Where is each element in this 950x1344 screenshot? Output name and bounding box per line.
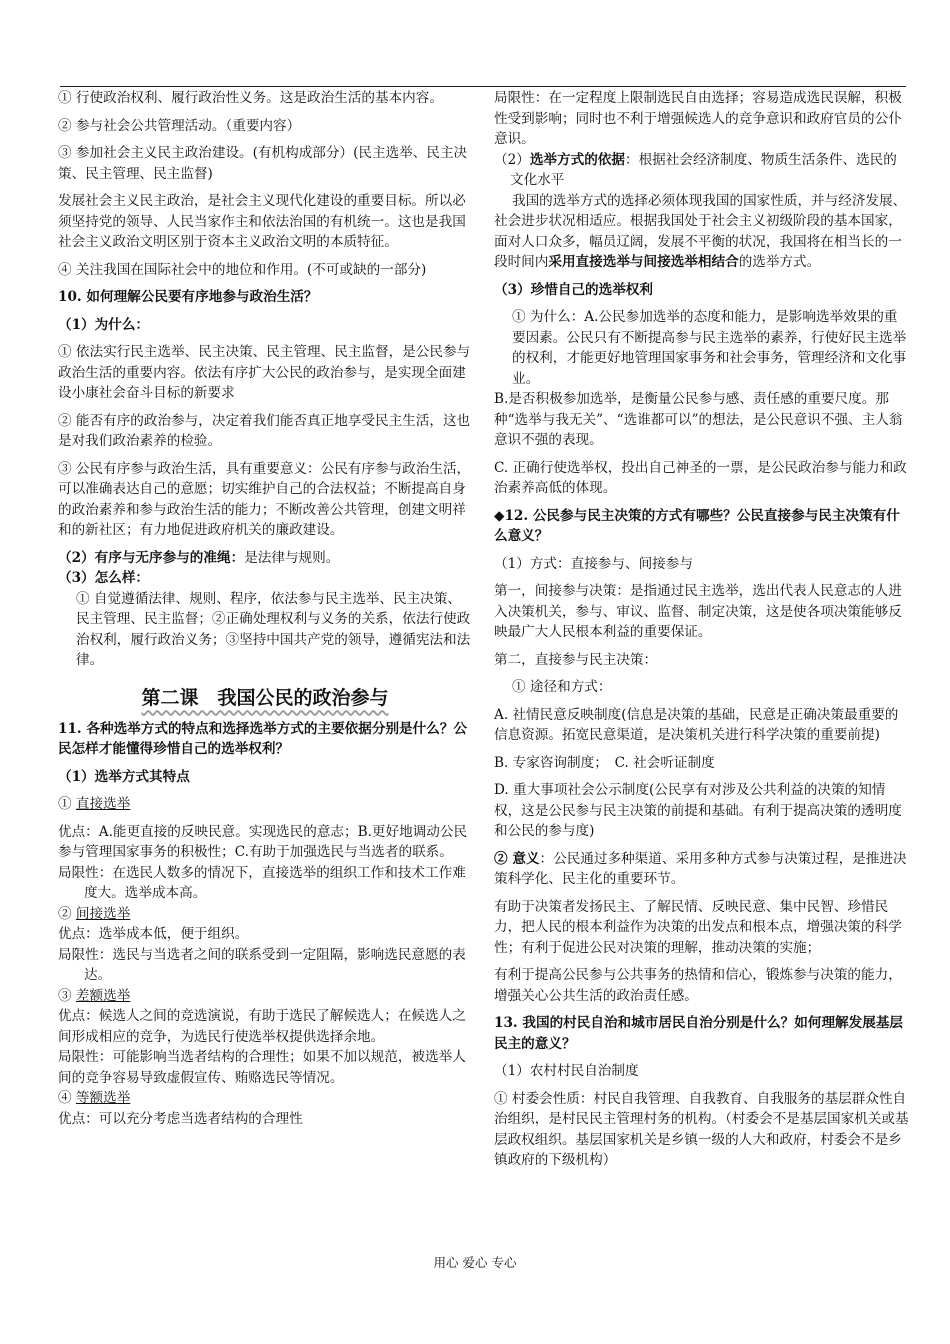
paragraph: ① 行使政治权利、履行政治性义务。这是政治生活的基本内容。 — [58, 90, 443, 106]
item-label: 直接选举 — [75, 796, 131, 812]
paragraph-text: 我国的选举方式的选择必须体现我国的国家性质，并与经济发展、社会进步状况相适应。根据我国处于社会主义初级阶段的基本国家，面对人口众多，幅员辽阔，发展不平衡的状况，我国将在相当长的一段时间内 — [494, 192, 907, 270]
paragraph: 有助于决策者发扬民主、了解民情、反映民意、集中民智、珍惜民力，把人民的根本利益作为决策的出发点和根本点，增强决策的科学性；有利于促进公民对决策的理解，推动决策的实施； — [494, 898, 902, 956]
paragraph-label: ② 意义 — [494, 850, 540, 867]
paragraph: B.是否积极参加选举，是衡量公民参与感、责任感的重要尺度。那种“选举与我无关”、“选谁都可以”的想法，是公民意识不强、主人翁意识不强的表现。 — [494, 391, 903, 448]
paragraph: 局限性：可能影响当选者结构的合理性；如果不加以规范，被选举人间的竞争容易导致虚假宣传、贿赂选民等情况。 — [58, 1049, 466, 1086]
subheading-label: （2）有序与无序参与的准绳： — [58, 549, 245, 566]
subheading: （1）方式：直接参与、间接参与 — [494, 555, 693, 572]
item-title — [58, 904, 472, 925]
item-number: ① — [58, 796, 72, 812]
paragraph: 第二，直接参与民主决策： — [494, 651, 658, 668]
item-number: ③ — [58, 987, 72, 1004]
paragraph: ① 村委会性质：村民自我管理、自我教育、自我服务的基层群众性自治组织，是村民民主管理村务的机构。（村委会不是基层国家机关或基层政权组织。基层国家机关是乡镇一级的人大和政府，村委会不是乡镇政府的下级机构） — [494, 1090, 909, 1168]
subheading: （1）农村村民自治制度 — [494, 1063, 639, 1079]
item-title — [58, 794, 472, 815]
subheading-number: （2） — [494, 151, 530, 168]
paragraph: B. 专家咨询制度； C. 社会听证制度 — [494, 754, 715, 771]
subheading-label: 选举方式的依据 — [529, 151, 625, 168]
paragraph: 局限性：在一定程度上限制选民自由选择；容易造成选民误解，积极性受到影响；同时也不利于增强候选人的竞争意识和政府官员的公仆意识。 — [494, 90, 902, 147]
paragraph: 优点：选举成本低，便于组织。 — [58, 926, 249, 942]
question-heading-13: 13. 我国的村民自治和城市居民自治分别是什么？如何理解发展基层民主的意义？ — [494, 1015, 904, 1052]
paragraph: D. 重大事项社会公示制度(公民享有对涉及公共利益的决策的知情权，这是公民参与民主决策的前提和基础。有利于提高决策的透明度和公民的参与度) — [494, 782, 902, 839]
subheading: （1）为什么： — [58, 316, 150, 333]
lesson-title: 第二课 我国公民的政治参与 — [141, 686, 389, 709]
paragraph: 局限性：选民与当选者之间的联系受到一定阻隔，影响选民意愿的表达。 — [58, 946, 466, 983]
subheading-criterion — [58, 548, 472, 569]
paragraph: 有利于提高公民参与公共事务的热情和信心，锻炼参与决策的能力，增强关心公共生活的政治责任感。 — [494, 967, 902, 1004]
paragraph: ② 能否有序的政治参与，决定着我们能否真正地享受民主生活，这也是对我们政治素养的检验。 — [58, 412, 471, 449]
right-column — [494, 88, 910, 1178]
subheading: （3）怎么样： — [58, 570, 150, 586]
paragraph: ① 依法实行民主选举、民主决策、民主管理、民主监督，是公民参与政治生活的重要内容。依法有序扩大公民的政治参与，是实现全面建设小康社会奋斗目标的新要求 — [58, 344, 471, 401]
item-number: ② — [58, 905, 72, 922]
paragraph: ① 自觉遵循法律、规则、程序，依法参与民主选举、民主决策、民主管理、民主监督；②正确处理权利与义务的关系，依法行使政治权利，履行政治义务；③坚持中国共产党的领导，遵循宪法和法律。 — [76, 590, 471, 668]
paragraph: 局限性：在选民人数多的情况下，直接选举的组织工作和技术工作难度大。选举成本高。 — [58, 864, 466, 901]
paragraph: 优点：候选人之间的竞选演说，有助于选民了解候选人；在候选人之间形成相应的竞争，为选民行使选举权提供选择余地。 — [58, 1008, 466, 1045]
paragraph: ② 参与社会公共管理活动。（重要内容） — [58, 117, 301, 134]
left-column — [58, 88, 472, 1129]
paragraph: 第一，间接参与决策：是指通过民主选举，选出代表人民意志的人进入决策机关，参与、审议、监督、制定决策，这是使各项决策能够反映最广大人民根本利益的重要保证。 — [494, 583, 902, 640]
paragraph: ③ 公民有序参与政治生活，具有重要意义：公民有序参与政治生活，可以准确表达自己的意愿；切实维护自己的合法权益；不断提高自身的政治素养和参与政治生活的能力；不断改善公共管理，创建文明祥和的新社区；有力地促进政府机关的廉政建设。 — [58, 460, 471, 538]
item-title — [58, 1088, 472, 1109]
paragraph: 优点：可以充分考虑当选者结构的合理性 — [58, 1110, 303, 1127]
paragraph — [494, 849, 910, 890]
paragraph-text: ：公民通过多种渠道、采用多种方式参与决策过程，是推进决策科学化、民主化的重要环节。 — [494, 850, 907, 887]
paragraph: ③ 参加社会主义民主政治建设。(有机构成部分）(民主选举、民主决策、民主管理、民主监督) — [58, 145, 468, 182]
question-heading-10: 10. 如何理解公民要有序地参与政治生活？ — [58, 289, 318, 305]
item-label: 差额选举 — [75, 987, 131, 1004]
paragraph-text: 的选举方式。 — [738, 254, 821, 270]
item-label: 等额选举 — [75, 1090, 131, 1106]
question-heading-11: 11. 各种选举方式的特点和选择选举方式的主要依据分别是什么？公民怎样才能懂得珍惜自己的选举权利？ — [58, 720, 468, 757]
subheading: （3）珍惜自己的选举权利 — [494, 281, 653, 298]
subheading-text: ：根据社会经济制度、物质生活条件、选民的文化水平 — [510, 151, 897, 188]
item-title — [58, 986, 472, 1007]
question-heading-12: ◆12. 公民参与民主决策的方式有哪些？公民直接参与民主决策有什么意义？ — [494, 507, 900, 544]
subheading-text: 是法律与规则。 — [244, 549, 340, 566]
subheading-basis — [494, 150, 910, 191]
item-label: 间接选举 — [75, 905, 131, 922]
paragraph-emphasis: 采用直接选举与间接选举相结合 — [548, 254, 739, 270]
subheading: （1）选举方式其特点 — [58, 768, 190, 785]
header-rule — [60, 86, 906, 87]
paragraph: A. 社情民意反映制度(信息是决策的基础，民意是正确决策最重要的信息资源。拓宽民意渠道，是决策机关进行科学决策的重要前提) — [494, 706, 899, 743]
paragraph: ④ 关注我国在国际社会中的地位和作用。(不可或缺的一部分) — [58, 261, 427, 278]
paragraph: 发展社会主义民主政治，是社会主义现代化建设的重要目标。所以必须坚持党的领导、人民当家作主和依法治国的有机统一。这也是我国社会主义政治文明区别于资本主义政治文明的本质特征。 — [58, 193, 466, 250]
paragraph: C. 正确行使选举权，投出自己神圣的一票，是公民政治参与能力和政治素养高低的体现。 — [494, 459, 907, 496]
paragraph: ① 为什么：A.公民参加选举的态度和能力，是影响选举效果的重要因素。公民只有不断提高参与民主选举的素养，行使好民主选举的权利，才能更好地管理国家事务和社会事务，管理经济和文化事业。 — [512, 309, 907, 387]
paragraph: 优点：A.能更直接的反映民意。实现选民的意志；B.更好地调动公民参与管理国家事务的积极性；C.有助于加强选民与当选者的联系。 — [58, 823, 468, 860]
paragraph — [494, 191, 910, 273]
item-number: ④ — [58, 1090, 72, 1106]
paragraph: ① 途径和方式： — [512, 679, 612, 695]
page-footer: 用心 爱心 专心 — [433, 1255, 517, 1270]
